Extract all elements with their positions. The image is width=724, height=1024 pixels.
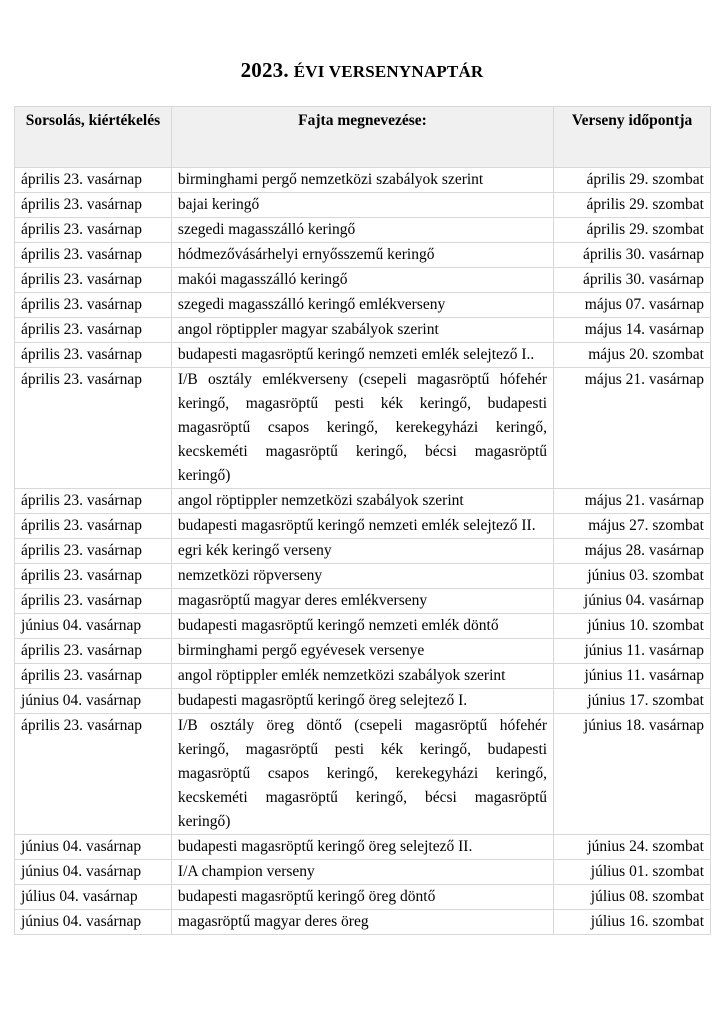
- table-header-row: [15, 107, 711, 168]
- table-row: [15, 689, 711, 714]
- header-name: Fajta megnevezése:: [171, 107, 553, 168]
- table-row: [15, 664, 711, 689]
- cell-breed-name: budapesti magasröptű keringő öreg döntő: [171, 885, 553, 910]
- table-row: [15, 318, 711, 343]
- cell-breed-name: hódmezővásárhelyi ernyősszemű keringő: [171, 243, 553, 268]
- table-row: [15, 564, 711, 589]
- cell-draw-date: április 23. vasárnap: [15, 368, 172, 489]
- cell-competition-date: július 16. szombat: [554, 910, 711, 935]
- cell-competition-date: május 20. szombat: [554, 343, 711, 368]
- cell-breed-name: budapesti magasröptű keringő nemzeti emlék selejtező II.: [171, 514, 553, 539]
- cell-breed-name: I/B osztály emlékverseny (csepeli magasröptű hófehér keringő, magasröptű pesti kék keringő, budapesti magasröptű csapos keringő, kerekegyházi keringő, kecskeméti magasröptű keringő, bécsi magasröptű keringő): [171, 368, 553, 489]
- cell-draw-date: április 23. vasárnap: [15, 564, 172, 589]
- cell-draw-date: április 23. vasárnap: [15, 639, 172, 664]
- header-draw: Sorsolás, kiértékelés: [15, 107, 172, 168]
- cell-breed-name: budapesti magasröptű keringő öreg selejtező I.: [171, 689, 553, 714]
- table-row: [15, 343, 711, 368]
- cell-draw-date: április 23. vasárnap: [15, 243, 172, 268]
- cell-competition-date: április 29. szombat: [554, 218, 711, 243]
- table-row: [15, 885, 711, 910]
- cell-draw-date: április 23. vasárnap: [15, 489, 172, 514]
- cell-competition-date: július 08. szombat: [554, 885, 711, 910]
- cell-breed-name: budapesti magasröptű keringő öreg selejtező II.: [171, 835, 553, 860]
- cell-draw-date: június 04. vasárnap: [15, 910, 172, 935]
- cell-competition-date: május 27. szombat: [554, 514, 711, 539]
- cell-breed-name: budapesti magasröptű keringő nemzeti emlék döntő: [171, 614, 553, 639]
- cell-breed-name: I/B osztály öreg döntő (csepeli magasröptű hófehér keringő, magasröptű pesti kék keringő, budapesti magasröptű csapos keringő, kerekegyházi keringő, kecskeméti magasröptű keringő, bécsi magasröptű keringő): [171, 714, 553, 835]
- cell-competition-date: május 07. vasárnap: [554, 293, 711, 318]
- cell-breed-name: birminghami pergő egyévesek versenye: [171, 639, 553, 664]
- cell-competition-date: június 04. vasárnap: [554, 589, 711, 614]
- title-year: 2023.: [240, 58, 289, 82]
- table-row: [15, 368, 711, 489]
- cell-breed-name: magasröptű magyar deres öreg: [171, 910, 553, 935]
- cell-breed-name: I/A champion verseny: [171, 860, 553, 885]
- cell-draw-date: június 04. vasárnap: [15, 689, 172, 714]
- cell-competition-date: június 11. vasárnap: [554, 664, 711, 689]
- cell-draw-date: április 23. vasárnap: [15, 218, 172, 243]
- cell-competition-date: június 11. vasárnap: [554, 639, 711, 664]
- cell-draw-date: április 23. vasárnap: [15, 714, 172, 835]
- cell-competition-date: június 18. vasárnap: [554, 714, 711, 835]
- cell-draw-date: június 04. vasárnap: [15, 614, 172, 639]
- title-text: ÉVI VERSENYNAPTÁR: [293, 62, 484, 81]
- cell-competition-date: június 03. szombat: [554, 564, 711, 589]
- cell-breed-name: angol röptippler magyar szabályok szerint: [171, 318, 553, 343]
- table-row: [15, 714, 711, 835]
- table-row: [15, 168, 711, 193]
- cell-draw-date: április 23. vasárnap: [15, 318, 172, 343]
- cell-competition-date: július 01. szombat: [554, 860, 711, 885]
- cell-competition-date: április 30. vasárnap: [554, 243, 711, 268]
- cell-breed-name: angol röptippler emlék nemzetközi szabályok szerint: [171, 664, 553, 689]
- cell-breed-name: birminghami pergő nemzetközi szabályok szerint: [171, 168, 553, 193]
- cell-draw-date: április 23. vasárnap: [15, 293, 172, 318]
- table-row: [15, 539, 711, 564]
- page-title: [0, 58, 724, 83]
- cell-draw-date: július 04. vasárnap: [15, 885, 172, 910]
- cell-draw-date: április 23. vasárnap: [15, 168, 172, 193]
- table-row: [15, 910, 711, 935]
- cell-breed-name: budapesti magasröptű keringő nemzeti emlék selejtező I..: [171, 343, 553, 368]
- cell-breed-name: bajai keringő: [171, 193, 553, 218]
- cell-draw-date: június 04. vasárnap: [15, 860, 172, 885]
- table-row: [15, 489, 711, 514]
- cell-competition-date: június 24. szombat: [554, 835, 711, 860]
- cell-competition-date: május 21. vasárnap: [554, 368, 711, 489]
- cell-breed-name: egri kék keringő verseny: [171, 539, 553, 564]
- table-row: [15, 293, 711, 318]
- cell-competition-date: május 28. vasárnap: [554, 539, 711, 564]
- table-row: [15, 268, 711, 293]
- cell-competition-date: június 17. szombat: [554, 689, 711, 714]
- table-row: [15, 243, 711, 268]
- table-body: [15, 168, 711, 935]
- table-row: [15, 589, 711, 614]
- cell-draw-date: április 23. vasárnap: [15, 193, 172, 218]
- cell-draw-date: április 23. vasárnap: [15, 539, 172, 564]
- cell-breed-name: makói magasszálló keringő: [171, 268, 553, 293]
- cell-competition-date: május 14. vasárnap: [554, 318, 711, 343]
- table-row: [15, 614, 711, 639]
- competition-calendar-table: [14, 106, 711, 935]
- table-row: [15, 514, 711, 539]
- table-row: [15, 860, 711, 885]
- cell-competition-date: június 10. szombat: [554, 614, 711, 639]
- table-row: [15, 639, 711, 664]
- cell-breed-name: szegedi magasszálló keringő emlékverseny: [171, 293, 553, 318]
- cell-draw-date: április 23. vasárnap: [15, 343, 172, 368]
- cell-breed-name: angol röptippler nemzetközi szabályok szerint: [171, 489, 553, 514]
- table-row: [15, 193, 711, 218]
- cell-draw-date: április 23. vasárnap: [15, 268, 172, 293]
- cell-competition-date: április 30. vasárnap: [554, 268, 711, 293]
- cell-draw-date: április 23. vasárnap: [15, 664, 172, 689]
- cell-competition-date: május 21. vasárnap: [554, 489, 711, 514]
- cell-competition-date: április 29. szombat: [554, 168, 711, 193]
- table-row: [15, 218, 711, 243]
- table-row: [15, 835, 711, 860]
- cell-breed-name: szegedi magasszálló keringő: [171, 218, 553, 243]
- cell-draw-date: április 23. vasárnap: [15, 514, 172, 539]
- cell-breed-name: magasröptű magyar deres emlékverseny: [171, 589, 553, 614]
- cell-draw-date: június 04. vasárnap: [15, 835, 172, 860]
- cell-breed-name: nemzetközi röpverseny: [171, 564, 553, 589]
- cell-draw-date: április 23. vasárnap: [15, 589, 172, 614]
- header-date: Verseny időpontja: [554, 107, 711, 168]
- cell-competition-date: április 29. szombat: [554, 193, 711, 218]
